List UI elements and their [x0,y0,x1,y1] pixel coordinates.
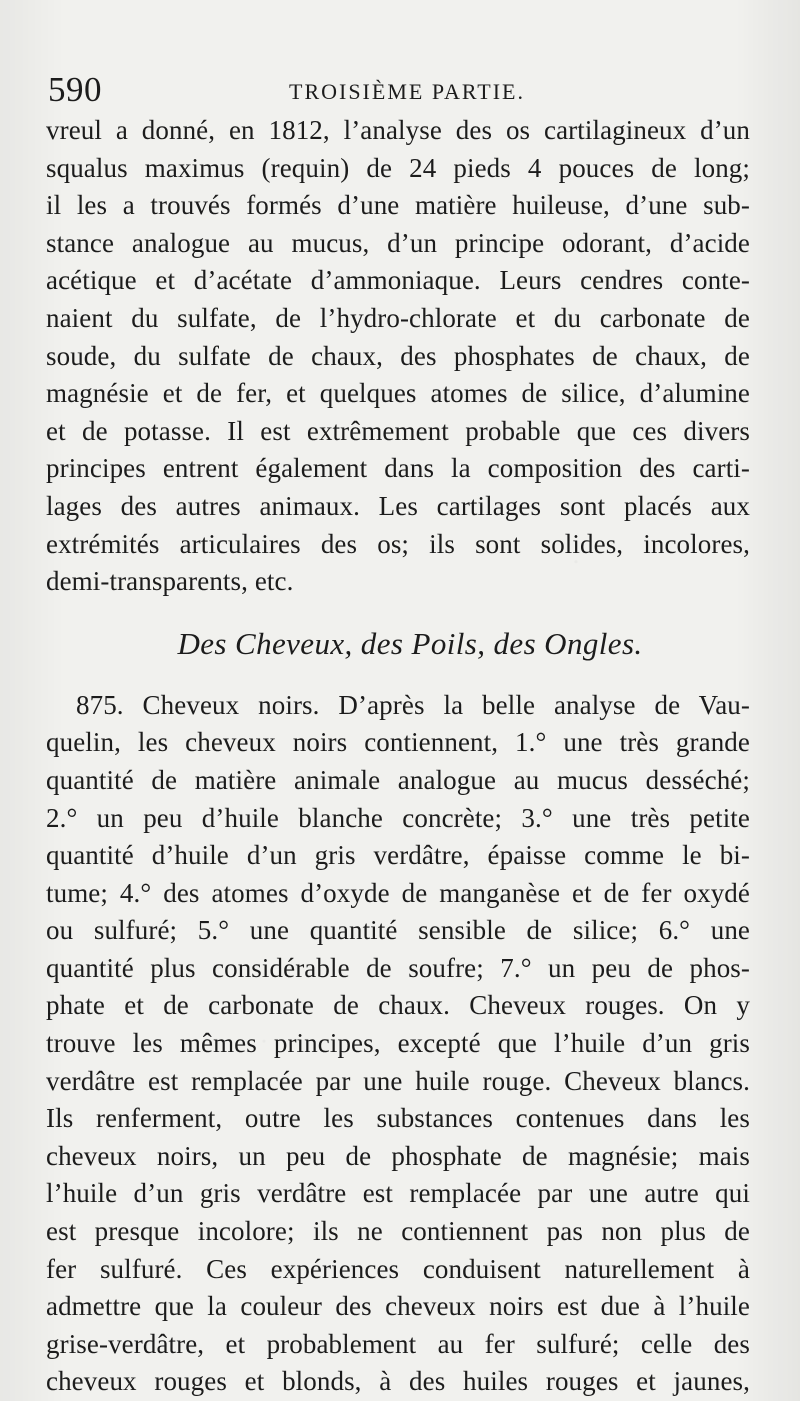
paragraph-2-line-11: verdâtre est remplacée par une huile rouge. Cheveux blancs. [46,1065,750,1096]
paragraph-2-line-3: quantité de matière animale analogue au mucus desséché; [46,764,750,795]
paragraph-1-line-7: soude, du sulfate de chaux, des phosphates de chaux, de [46,340,750,371]
paragraph-2-line-1: 875. Cheveux noirs. D’après la belle analyse de Vau- [76,689,750,720]
paragraph-2-line-6: tume; 4.° des atomes d’oxyde de manganèse et de fer oxydé [46,877,750,908]
paragraph-1-line-13: demi-transparents, etc. [46,566,294,597]
paragraph-2-line-8: quantité plus considérable de soufre; 7.° un peu de phos- [46,952,750,983]
paragraph-2-line-12: Ils renferment, outre les substances contenues dans les [46,1103,750,1134]
paragraph-1-line-3: il les a trouvés formés d’une matière huileuse, d’une sub- [46,190,750,221]
paragraph-1-line-2: squalus maximus (requin) de 24 pieds 4 pouces de long; [46,152,750,183]
paragraph-2-line-2: quelin, les cheveux noirs contiennent, 1.° une très grande [46,727,750,758]
paragraph-2-line-4: 2.° un peu d’huile blanche concrète; 3.° une très petite [46,802,750,833]
paragraph-1-line-11: lages des autres animaux. Les cartilages sont placés aux [46,490,750,521]
paragraph-2-line-13: cheveux noirs, un peu de phosphate de magnésie; mais [46,1140,750,1171]
paragraph-1-line-10: principes entrent également dans la composition des carti- [46,453,750,484]
section-title: Des Cheveux, des Poils, des Ongles. [177,625,643,661]
page-number: 590 [48,70,102,109]
paragraph-1-line-1: vreul a donné, en 1812, l’analyse des os cartilagineux d’un [46,115,750,145]
paragraph-2-line-19: cheveux rouges et blonds, à des huiles rouges et jaunes, [46,1366,750,1397]
paragraph-2-line-18: grise-verdâtre, et probablement au fer sulfuré; celle des [46,1328,750,1359]
paragraph-1-line-5: acétique et d’acétate d’ammoniaque. Leurs cendres conte- [46,265,750,296]
paragraph-1-line-12: extrémités articulaires des os; ils sont solides, incolores, [46,528,750,559]
paragraph-2-line-7: ou sulfuré; 5.° une quantité sensible de silice; 6.° une [46,915,750,946]
running-head: TROISIÈME PARTIE. [289,79,525,104]
paragraph-1-line-4: stance analogue au mucus, d’un principe odorant, d’acide [46,227,750,258]
paragraph-2-line-15: est presque incolore; ils ne contiennent pas non plus de [46,1216,750,1247]
page-body [46,112,750,1401]
paragraph-2-line-5: quantité d’huile d’un gris verdâtre, épaisse comme le bi- [46,840,750,871]
page-header [46,60,760,108]
paragraph-2-line-9: phate et de carbonate de chaux. Cheveux rouges. On y [46,990,750,1021]
paragraph-1-line-9: et de potasse. Il est extrêmement probable que ces divers [46,415,750,446]
paragraph-2-line-10: trouve les mêmes principes, excepté que l’huile d’un gris [46,1028,750,1059]
paragraph-2-line-14: l’huile d’un gris verdâtre est remplacée par une autre qui [46,1178,750,1209]
paragraph-2-line-16: fer sulfuré. Ces expériences conduisent naturellement à [46,1253,750,1284]
paragraph-1-line-8: magnésie et de fer, et quelques atomes de silice, d’alumine [46,378,750,409]
paragraph-2-line-17: admettre que la couleur des cheveux noirs est due à l’huile [46,1291,750,1322]
paragraph-1-line-6: naient du sulfate, de l’hydro-chlorate et du carbonate de [46,302,750,333]
